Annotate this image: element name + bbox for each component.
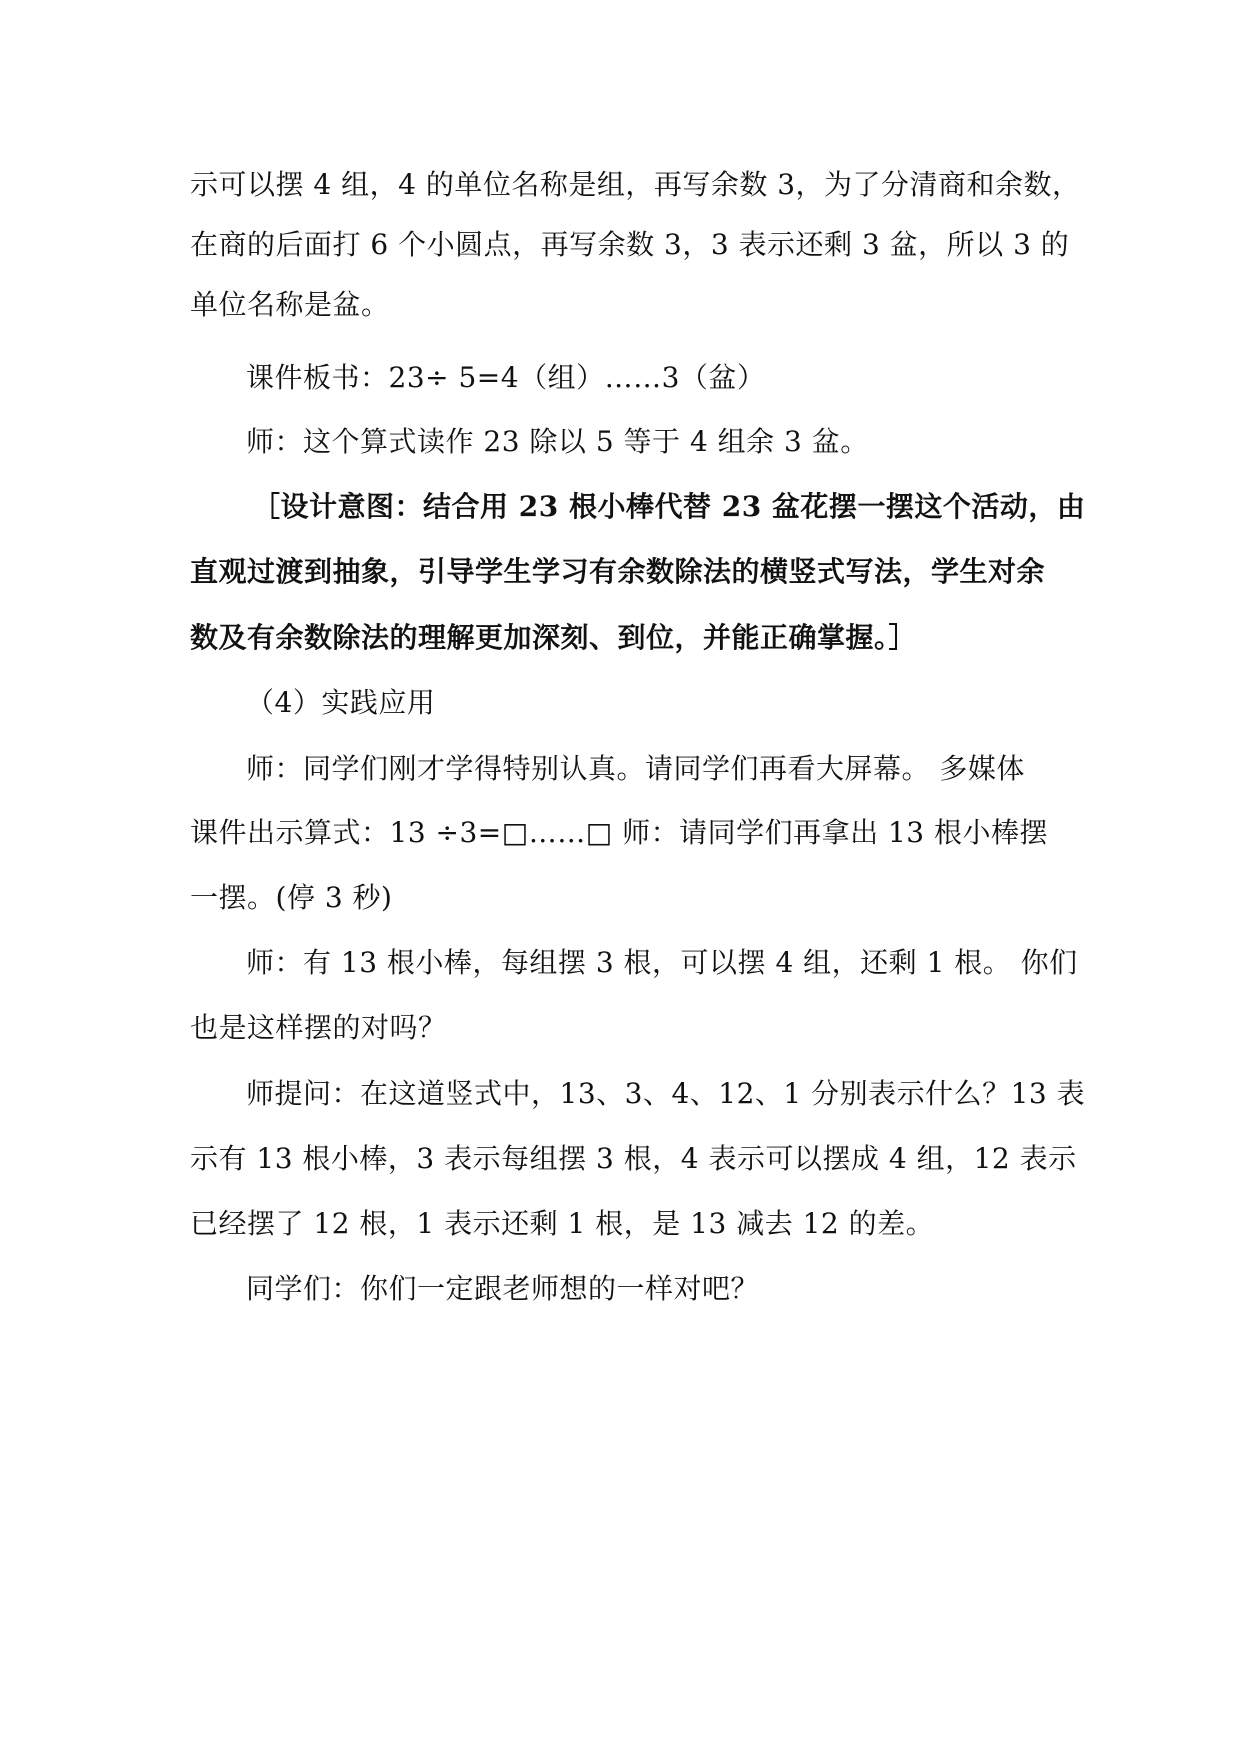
section-heading-practice: （4）实践应用	[246, 686, 436, 719]
teacher-question-line-2: 示有 13 根小棒，3 表示每组摆 3 根，4 表示可以摆成 4 组，12 表示	[190, 1142, 1077, 1175]
teacher-line-2-cont: 也是这样摆的对吗？	[190, 1011, 447, 1044]
teacher-line-2: 师：有 13 根小棒，每组摆 3 根，可以摆 4 组，还剩 1 根。 你们	[246, 946, 1078, 979]
teacher-line-1: 师：同学们刚才学得特别认真。请同学们再看大屏幕。 多媒体	[246, 752, 1025, 785]
text-line-1: 示可以摆 4 组，4 的单位名称是组，再写余数 3，为了分清商和余数，	[190, 168, 1081, 201]
students-line: 同学们：你们一定跟老师想的一样对吧？	[246, 1272, 760, 1305]
courseware-board-line: 课件板书：23÷ 5=4（组）……3（盆）	[246, 361, 766, 394]
teacher-question-line-1: 师提问：在这道竖式中，13、3、4、12、1 分别表示什么？13 表	[246, 1077, 1086, 1110]
design-intent-line-3: 数及有余数除法的理解更加深刻、到位，并能正确掌握。］	[190, 621, 918, 654]
text-line-3: 单位名称是盆。	[190, 288, 390, 321]
text-line-2: 在商的后面打 6 个小圆点，再写余数 3，3 表示还剩 3 盆，所以 3 的	[190, 228, 1070, 261]
pause-line: 一摆。(停 3 秒)	[190, 881, 393, 914]
design-intent-line-1: ［设计意图：结合用 23 根小棒代替 23 盆花摆一摆这个活动，由	[252, 490, 1086, 523]
design-intent-line-2: 直观过渡到抽象，引导学生学习有余数除法的横竖式写法，学生对余	[190, 555, 1046, 588]
teacher-question-line-3: 已经摆了 12 根，1 表示还剩 1 根，是 13 减去 12 的差。	[190, 1207, 935, 1240]
courseware-formula-line: 课件出示算式：13 ÷3=□……□ 师：请同学们再拿出 13 根小棒摆	[190, 816, 1049, 849]
teacher-reading-line: 师：这个算式读作 23 除以 5 等于 4 组余 3 盆。	[246, 425, 869, 458]
